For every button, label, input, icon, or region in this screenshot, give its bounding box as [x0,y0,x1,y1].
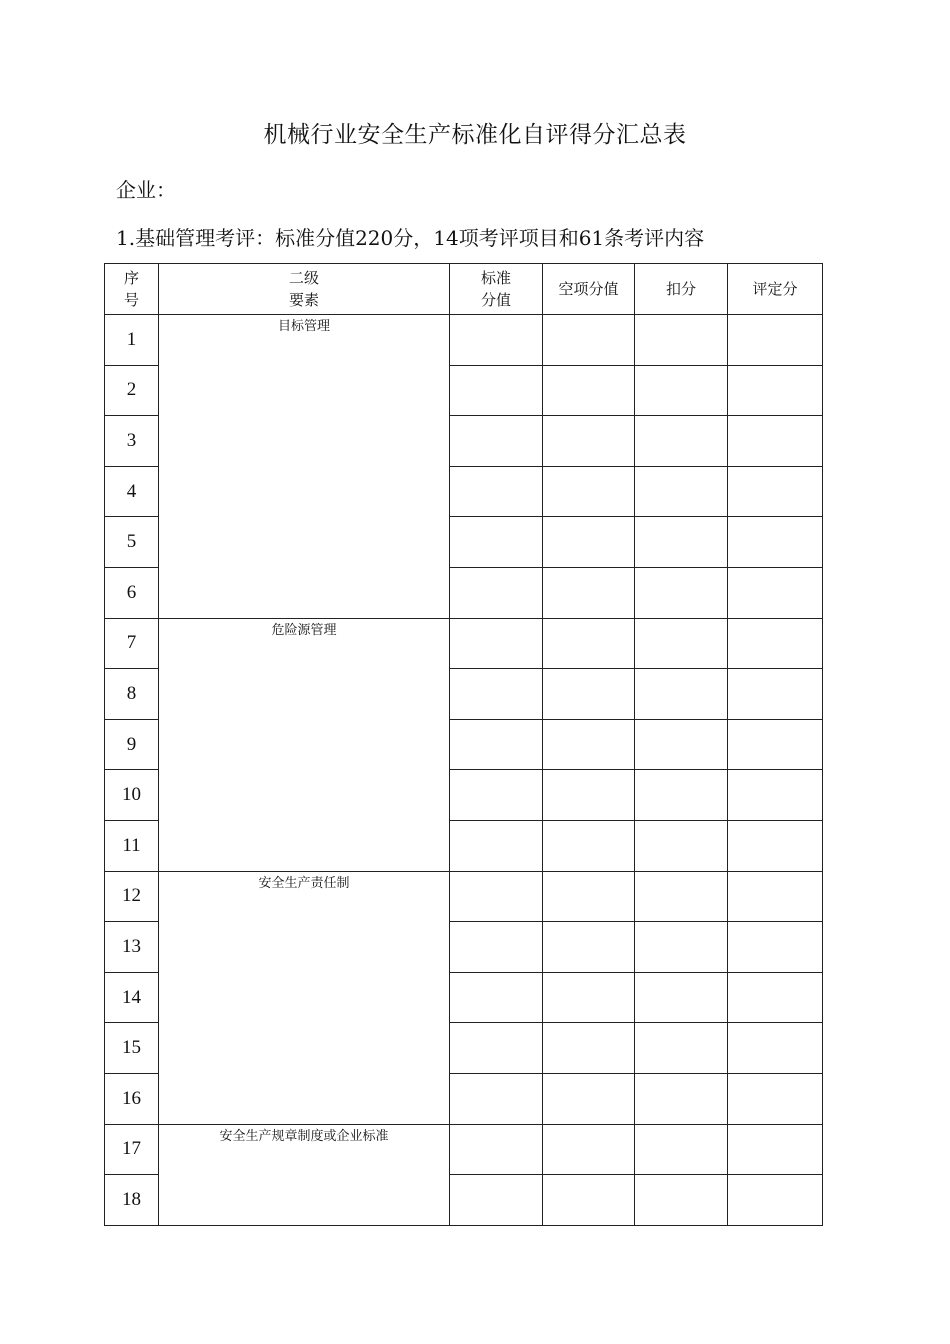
row-seq-number: 3 [105,416,159,467]
standard-score-cell[interactable] [450,466,543,517]
assessed-score-cell[interactable] [728,466,823,517]
assessed-score-cell[interactable] [728,871,823,922]
row-seq-number: 1 [105,315,159,366]
deduction-cell[interactable] [635,466,728,517]
header-seq: 序 号 [105,264,159,315]
assessed-score-cell[interactable] [728,770,823,821]
standard-score-cell[interactable] [450,1124,543,1175]
deduction-cell[interactable] [635,871,728,922]
assessed-score-cell[interactable] [728,567,823,618]
document-title: 机械行业安全生产标准化自评得分汇总表 [263,122,687,148]
empty-score-cell[interactable] [543,1175,635,1226]
deduction-cell[interactable] [635,820,728,871]
deduction-cell[interactable] [635,770,728,821]
standard-score-cell[interactable] [450,719,543,770]
empty-score-cell[interactable] [543,871,635,922]
deduction-cell[interactable] [635,669,728,720]
assessed-score-cell[interactable] [728,922,823,973]
empty-score-cell[interactable] [543,1073,635,1124]
empty-score-cell[interactable] [543,365,635,416]
header-assessed-score: 评定分 [728,264,823,315]
assessed-score-cell[interactable] [728,618,823,669]
row-seq-number: 14 [105,972,159,1023]
standard-score-cell[interactable] [450,669,543,720]
row-seq-number: 7 [105,618,159,669]
header-deduction: 扣分 [635,264,728,315]
empty-score-cell[interactable] [543,517,635,568]
standard-score-cell[interactable] [450,315,543,366]
empty-score-cell[interactable] [543,1023,635,1074]
deduction-cell[interactable] [635,719,728,770]
assessed-score-cell[interactable] [728,820,823,871]
standard-score-cell[interactable] [450,1073,543,1124]
standard-score-cell[interactable] [450,365,543,416]
empty-score-cell[interactable] [543,972,635,1023]
empty-score-cell[interactable] [543,820,635,871]
header-element: 二级 要素 [159,264,450,315]
empty-score-cell[interactable] [543,1124,635,1175]
empty-score-cell[interactable] [543,567,635,618]
row-seq-number: 4 [105,466,159,517]
empty-score-cell[interactable] [543,618,635,669]
empty-score-cell[interactable] [543,416,635,467]
deduction-cell[interactable] [635,972,728,1023]
row-seq-number: 18 [105,1175,159,1226]
deduction-cell[interactable] [635,315,728,366]
assessed-score-cell[interactable] [728,315,823,366]
score-summary-table [104,263,823,1226]
assessed-score-cell[interactable] [728,416,823,467]
assessed-score-cell[interactable] [728,972,823,1023]
table-row [105,871,823,922]
empty-score-cell[interactable] [543,770,635,821]
standard-score-cell[interactable] [450,1175,543,1226]
header-standard-score: 标准 分值 [450,264,543,315]
table-row [105,1124,823,1175]
assessed-score-cell[interactable] [728,1023,823,1074]
row-seq-number: 5 [105,517,159,568]
deduction-cell[interactable] [635,618,728,669]
table-body [105,315,823,1226]
row-seq-number: 15 [105,1023,159,1074]
standard-score-cell[interactable] [450,567,543,618]
table-row [105,618,823,669]
deduction-cell[interactable] [635,365,728,416]
standard-score-cell[interactable] [450,1023,543,1074]
row-seq-number: 10 [105,770,159,821]
empty-score-cell[interactable] [543,315,635,366]
company-label: 企业： [116,178,176,202]
row-seq-number: 8 [105,669,159,720]
standard-score-cell[interactable] [450,871,543,922]
deduction-cell[interactable] [635,1023,728,1074]
assessed-score-cell[interactable] [728,669,823,720]
row-seq-number: 13 [105,922,159,973]
header-empty-score: 空项分值 [543,264,635,315]
deduction-cell[interactable] [635,1073,728,1124]
row-seq-number: 11 [105,820,159,871]
standard-score-cell[interactable] [450,820,543,871]
empty-score-cell[interactable] [543,669,635,720]
empty-score-cell[interactable] [543,466,635,517]
row-seq-number: 16 [105,1073,159,1124]
standard-score-cell[interactable] [450,922,543,973]
deduction-cell[interactable] [635,416,728,467]
assessed-score-cell[interactable] [728,1124,823,1175]
empty-score-cell[interactable] [543,922,635,973]
element-name: 安全生产规章制度或企业标准 [159,1124,450,1225]
deduction-cell[interactable] [635,922,728,973]
standard-score-cell[interactable] [450,416,543,467]
standard-score-cell[interactable] [450,972,543,1023]
row-seq-number: 9 [105,719,159,770]
deduction-cell[interactable] [635,517,728,568]
element-name: 危险源管理 [159,618,450,871]
standard-score-cell[interactable] [450,517,543,568]
row-seq-number: 6 [105,567,159,618]
assessed-score-cell[interactable] [728,365,823,416]
table-row [105,315,823,366]
section-heading: 1.基础管理考评：标准分值220分，14项考评项目和61条考评内容 [116,226,705,250]
deduction-cell[interactable] [635,1175,728,1226]
assessed-score-cell[interactable] [728,517,823,568]
empty-score-cell[interactable] [543,719,635,770]
row-seq-number: 12 [105,871,159,922]
deduction-cell[interactable] [635,1124,728,1175]
assessed-score-cell[interactable] [728,1175,823,1226]
standard-score-cell[interactable] [450,618,543,669]
row-seq-number: 2 [105,365,159,416]
row-seq-number: 17 [105,1124,159,1175]
table-header-row [105,264,823,315]
element-name: 目标管理 [159,315,450,619]
deduction-cell[interactable] [635,567,728,618]
assessed-score-cell[interactable] [728,1073,823,1124]
assessed-score-cell[interactable] [728,719,823,770]
element-name: 安全生产责任制 [159,871,450,1124]
standard-score-cell[interactable] [450,770,543,821]
